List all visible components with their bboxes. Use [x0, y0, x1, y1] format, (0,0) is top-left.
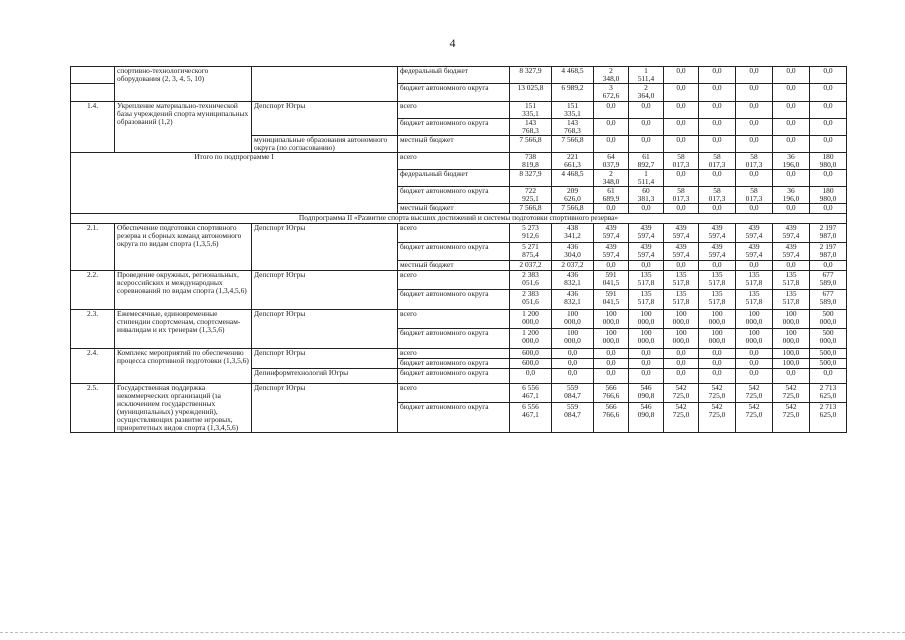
table-cell: 100,0	[773, 349, 810, 359]
table-cell: 135 517,8	[736, 290, 773, 310]
table-cell: 1 200 000,0	[510, 310, 552, 329]
table-cell: 591 041,5	[594, 290, 629, 310]
table-cell: 542 725,0	[736, 402, 773, 433]
table-cell: 0,0	[773, 261, 810, 271]
table-cell: 0,0	[810, 136, 847, 153]
table-cell: 0,0	[736, 136, 773, 153]
table-cell: 0,0	[664, 204, 699, 214]
table-cell: 2 348,0	[594, 170, 629, 187]
table-cell: 439 597,4	[629, 224, 664, 243]
table-cell: 542 725,0	[664, 402, 699, 433]
table-cell: 0,0	[552, 369, 594, 384]
table-cell: всего	[398, 153, 510, 170]
page-number: 4	[449, 36, 456, 50]
table-cell: Итого по подпрограмме I	[71, 153, 398, 214]
table-cell: 100 000,0	[629, 329, 664, 349]
table-cell: 0,0	[699, 136, 736, 153]
table-cell: 100 000,0	[552, 310, 594, 329]
table-cell: федеральный бюджет	[398, 67, 510, 84]
table-cell: 1.4.	[71, 102, 115, 153]
table-cell: 2.4.	[71, 349, 115, 384]
table-cell: 1 511,4	[629, 170, 664, 187]
table-cell	[71, 67, 115, 84]
table-cell: 0,0	[664, 119, 699, 136]
table-cell: 500,0	[810, 359, 847, 369]
table-cell: всего	[398, 310, 510, 329]
table-cell: 0,0	[594, 349, 629, 359]
table-cell: 0,0	[773, 67, 810, 84]
table-cell: 0,0	[736, 359, 773, 369]
table-cell: 135 517,8	[773, 271, 810, 290]
table-cell: 0,0	[510, 369, 552, 384]
table-cell: муниципальные образования автономного округа (по согласованию)	[252, 136, 398, 153]
table-cell: 0,0	[664, 369, 699, 384]
table-cell: 0,0	[664, 349, 699, 359]
table-cell: 0,0	[736, 349, 773, 359]
table-cell: 546 090,8	[629, 402, 664, 433]
table-cell: 439 597,4	[594, 224, 629, 243]
table-cell: 100 000,0	[552, 329, 594, 349]
table-cell: 5 273 912,6	[510, 224, 552, 243]
table-cell: Депспорт Югры	[252, 224, 398, 271]
table-cell: 600,0	[510, 359, 552, 369]
table-cell: Укрепление материально-технической базы учреждений спорта муниципальных образований (1,2)	[115, 102, 252, 153]
table-cell: бюджет автономного округа	[398, 329, 510, 349]
table-cell: 0,0	[773, 369, 810, 384]
table-cell: 0,0	[699, 369, 736, 384]
table-cell: 2.2.	[71, 271, 115, 310]
table-cell: 0,0	[736, 261, 773, 271]
table-cell: 439 597,4	[594, 243, 629, 261]
table-cell: 500 000,0	[810, 310, 847, 329]
table-cell: бюджет автономного округа	[398, 187, 510, 204]
table-cell: 0,0	[773, 102, 810, 119]
table-cell: 0,0	[699, 84, 736, 102]
table-cell: 0,0	[699, 170, 736, 187]
table-cell: 0,0	[594, 359, 629, 369]
table-cell: 542 725,0	[773, 402, 810, 433]
table-cell: 542 725,0	[699, 384, 736, 403]
table-cell: 0,0	[810, 67, 847, 84]
table-cell: Депспорт Югры	[252, 271, 398, 310]
table-cell: 0,0	[629, 204, 664, 214]
table-cell: 221 661,3	[552, 153, 594, 170]
table-cell: 58 017,3	[664, 153, 699, 170]
table-cell: 677 589,0	[810, 271, 847, 290]
table-cell: 0,0	[664, 102, 699, 119]
table-cell: 143 768,3	[552, 119, 594, 136]
table-cell: 180 980,0	[810, 187, 847, 204]
table-cell: 100 000,0	[594, 310, 629, 329]
table-cell: 600,0	[510, 349, 552, 359]
table-cell: 135 517,8	[664, 290, 699, 310]
table-cell: 542 725,0	[699, 402, 736, 433]
table-cell: 135 517,8	[629, 271, 664, 290]
table-cell: 439 597,4	[699, 224, 736, 243]
table-cell: бюджет автономного округа	[398, 359, 510, 369]
table-cell: 0,0	[594, 204, 629, 214]
table-cell: 2 713 625,0	[810, 402, 847, 433]
table-cell: 436 832,1	[552, 271, 594, 290]
table-cell: федеральный бюджет	[398, 170, 510, 187]
table-cell: 0,0	[736, 67, 773, 84]
table-row	[71, 271, 847, 290]
table-cell: 0,0	[594, 369, 629, 384]
table-cell: Депспорт Югры	[252, 349, 398, 369]
table-cell: 0,0	[699, 261, 736, 271]
table-cell: 439 597,4	[773, 243, 810, 261]
table-cell: 58 017,3	[736, 187, 773, 204]
table-cell: 64 037,9	[594, 153, 629, 170]
table-cell: 0,0	[594, 119, 629, 136]
table-cell: 0,0	[629, 136, 664, 153]
table-cell: 60 381,3	[629, 187, 664, 204]
table-cell: 7 566,8	[552, 136, 594, 153]
table-cell: 0,0	[629, 261, 664, 271]
table-cell: 500,0	[810, 349, 847, 359]
table-cell: всего	[398, 102, 510, 119]
table-cell: 5 271 875,4	[510, 243, 552, 261]
table-cell: 0,0	[664, 261, 699, 271]
table-cell: 58 017,3	[699, 187, 736, 204]
table-cell: 2 348,0	[594, 67, 629, 84]
table-cell: 100 000,0	[664, 329, 699, 349]
table-cell: 0,0	[664, 67, 699, 84]
table-row	[71, 67, 847, 84]
table-cell: 0,0	[810, 170, 847, 187]
table-cell: 439 597,4	[736, 243, 773, 261]
table-cell: 0,0	[629, 359, 664, 369]
table-row	[71, 224, 847, 243]
table-cell: 4 468,5	[552, 170, 594, 187]
table-cell: 0,0	[773, 136, 810, 153]
table-cell: 58 017,3	[736, 153, 773, 170]
table-cell: 0,0	[629, 369, 664, 384]
table-cell: 100 000,0	[699, 310, 736, 329]
table-cell: 0,0	[664, 170, 699, 187]
table-cell: 436 832,1	[552, 290, 594, 310]
table-cell: 135 517,8	[664, 271, 699, 290]
table-cell: 8 327,9	[510, 170, 552, 187]
table-cell: 0,0	[736, 170, 773, 187]
table-cell: 591 041,5	[594, 271, 629, 290]
table-cell: 135 517,8	[699, 271, 736, 290]
table-cell: 0,0	[699, 349, 736, 359]
table-cell: 100,0	[773, 359, 810, 369]
table-cell: 58 017,3	[699, 153, 736, 170]
table-cell: 0,0	[773, 84, 810, 102]
table-cell: 100 000,0	[664, 310, 699, 329]
table-cell: 7 566,8	[552, 204, 594, 214]
table-cell: 0,0	[810, 369, 847, 384]
table-cell: 0,0	[594, 136, 629, 153]
table-cell: 58 017,3	[664, 187, 699, 204]
table-cell: 0,0	[629, 119, 664, 136]
table-cell: 722 925,1	[510, 187, 552, 204]
table-cell: 500 000,0	[810, 329, 847, 349]
table-row	[71, 310, 847, 329]
table-cell: бюджет автономного округа	[398, 243, 510, 261]
table-cell: 566 766,6	[594, 402, 629, 433]
table-cell: 0,0	[594, 102, 629, 119]
table-cell: 738 819,8	[510, 153, 552, 170]
table-cell: Проведение окружных, региональных, всероссийских и международных соревнований по видам спорта (1,3,4,5,6)	[115, 271, 252, 310]
table-cell: 7 566,8	[510, 204, 552, 214]
table-cell: 2.1.	[71, 224, 115, 271]
table-cell: всего	[398, 384, 510, 403]
table-cell: 151 335,1	[552, 102, 594, 119]
table-cell: 439 597,4	[699, 243, 736, 261]
table-cell: всего	[398, 224, 510, 243]
table-cell: Ежемесячные, единовременные стипендии спортсменам, спортсменам-инвалидам и их тренерам (1,3,5,6)	[115, 310, 252, 349]
table-cell: 100 000,0	[736, 310, 773, 329]
table-cell: 135 517,8	[773, 290, 810, 310]
table-cell: 542 725,0	[773, 384, 810, 403]
table-cell: 0,0	[699, 67, 736, 84]
table-cell: 439 597,4	[629, 243, 664, 261]
table-cell: 1 200 000,0	[510, 329, 552, 349]
table-cell: 439 597,4	[773, 224, 810, 243]
table-cell: 0,0	[810, 261, 847, 271]
table-cell: 0,0	[664, 84, 699, 102]
table-cell: Обеспечение подготовки спортивного резерва и сборных команд автономного округа по видам спорта (1,3,5,6)	[115, 224, 252, 271]
table-cell: бюджет автономного округа	[398, 369, 510, 384]
table-cell: 439 597,4	[664, 243, 699, 261]
table-cell: 61 689,9	[594, 187, 629, 204]
table-cell: 61 892,7	[629, 153, 664, 170]
table-cell: 0,0	[810, 102, 847, 119]
table-cell: 6 556 467,1	[510, 402, 552, 433]
table-cell: 209 626,0	[552, 187, 594, 204]
table-cell: 13 025,8	[510, 84, 552, 102]
table-cell: 6 556 467,1	[510, 384, 552, 403]
table-cell: бюджет автономного округа	[398, 119, 510, 136]
table-cell: 0,0	[736, 204, 773, 214]
table-cell: 546 090,8	[629, 384, 664, 403]
table-cell: местный бюджет	[398, 136, 510, 153]
table-cell: 0,0	[736, 119, 773, 136]
table-cell: местный бюджет	[398, 204, 510, 214]
table-cell: 0,0	[699, 102, 736, 119]
table-cell: 3 672,6	[594, 84, 629, 102]
table-cell: 100 000,0	[773, 329, 810, 349]
table-cell: 2 383 051,6	[510, 271, 552, 290]
table-cell: 2 197 987,0	[810, 243, 847, 261]
table-cell: 0,0	[810, 204, 847, 214]
table-row	[71, 153, 847, 170]
table-cell: 8 327,9	[510, 67, 552, 84]
table-cell: 559 084,7	[552, 384, 594, 403]
table-cell	[71, 84, 115, 102]
table-cell: 0,0	[629, 102, 664, 119]
table-cell: 36 196,0	[773, 187, 810, 204]
table-cell: 0,0	[736, 84, 773, 102]
table-cell: 0,0	[664, 136, 699, 153]
table-cell: Государственная поддержка некоммерческих организаций (за исключением государственных (муниципальных) учреждений), осуществляющих развитие игровых, приоритетных видов спорта (1,3,4,5,6)	[115, 384, 252, 433]
table-cell: Депинформтехнологий Югры	[252, 369, 398, 384]
table-cell: Комплекс мероприятий по обеспечению процесса спортивной подготовки (1,3,5,6)	[115, 349, 252, 384]
table-cell: 0,0	[736, 102, 773, 119]
table-cell: Депспорт Югры	[252, 102, 398, 136]
table-cell: 0,0	[552, 359, 594, 369]
table-row	[71, 102, 847, 119]
table-cell: бюджет автономного округа	[398, 84, 510, 102]
table-cell: всего	[398, 271, 510, 290]
table-cell: 151 335,1	[510, 102, 552, 119]
table-row	[71, 384, 847, 403]
table-cell: 100 000,0	[773, 310, 810, 329]
table-cell: 0,0	[629, 349, 664, 359]
table-cell: 2 383 051,6	[510, 290, 552, 310]
table-row	[71, 214, 847, 224]
table-cell: 100 000,0	[594, 329, 629, 349]
table-cell: 2 197 987,0	[810, 224, 847, 243]
table-cell: 559 084,7	[552, 402, 594, 433]
scan-edge-line	[0, 632, 905, 634]
table-cell: 100 000,0	[699, 329, 736, 349]
table-cell: 0,0	[736, 369, 773, 384]
table-cell: 2.5.	[71, 384, 115, 433]
table-cell: 2 037,2	[510, 261, 552, 271]
table-cell: 135 517,8	[699, 290, 736, 310]
table-cell: 0,0	[699, 359, 736, 369]
table-cell: всего	[398, 349, 510, 359]
table-cell: 4 468,5	[552, 67, 594, 84]
table-cell: Депспорт Югры	[252, 384, 398, 433]
table-cell: 566 766,6	[594, 384, 629, 403]
table-cell: 0,0	[810, 119, 847, 136]
table-cell: 2.3.	[71, 310, 115, 349]
table-cell: 2 713 625,0	[810, 384, 847, 403]
table-cell: бюджет автономного округа	[398, 290, 510, 310]
table-cell: Депспорт Югры	[252, 310, 398, 349]
table-cell: 143 768,3	[510, 119, 552, 136]
table-cell: 0,0	[664, 359, 699, 369]
table-cell	[252, 67, 398, 102]
table-cell: 0,0	[699, 119, 736, 136]
table-cell: 0,0	[810, 84, 847, 102]
table-cell: 0,0	[773, 204, 810, 214]
table-cell: 0,0	[699, 204, 736, 214]
table-cell: 0,0	[594, 261, 629, 271]
table-cell: 439 597,4	[664, 224, 699, 243]
table-cell: 36 196,0	[773, 153, 810, 170]
table-cell: 2 364,0	[629, 84, 664, 102]
table-cell: 542 725,0	[664, 384, 699, 403]
table-cell: 100 000,0	[736, 329, 773, 349]
table-cell: 100 000,0	[629, 310, 664, 329]
table-cell: Подпрограмма II «Развитие спорта высших достижений и системы подготовки спортивного резерва»	[71, 214, 847, 224]
table-cell: 542 725,0	[736, 384, 773, 403]
table-cell: 436 304,0	[552, 243, 594, 261]
table-cell: 1 511,4	[629, 67, 664, 84]
table-cell: 438 341,2	[552, 224, 594, 243]
table-cell: 135 517,8	[736, 271, 773, 290]
table-cell: 0,0	[552, 349, 594, 359]
table-cell: 7 566,8	[510, 136, 552, 153]
table-cell: 135 517,8	[629, 290, 664, 310]
table-cell: бюджет автономного округа	[398, 402, 510, 433]
table-cell: спортивно-технологического оборудования (2, 3, 4, 5, 10)	[115, 67, 252, 102]
table-cell: 0,0	[773, 170, 810, 187]
table-cell: 677 589,0	[810, 290, 847, 310]
table-cell: 6 989,2	[552, 84, 594, 102]
table-cell: 439 597,4	[736, 224, 773, 243]
table-cell: 2 037,2	[552, 261, 594, 271]
table-cell: 0,0	[773, 119, 810, 136]
budget-table	[70, 66, 847, 433]
table-row	[71, 349, 847, 359]
table-cell: местный бюджет	[398, 261, 510, 271]
table-cell: 180 980,0	[810, 153, 847, 170]
